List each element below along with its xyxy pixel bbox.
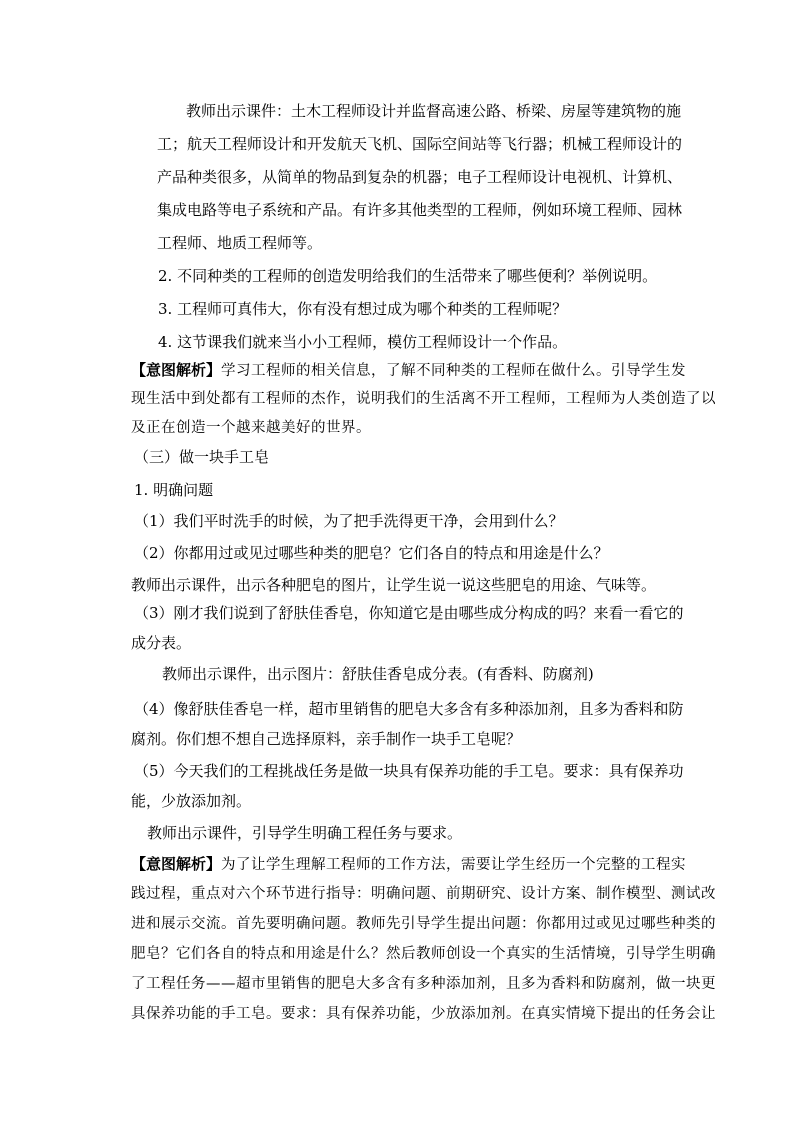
paragraph-line: （1）我们平时洗手的时候，为了把手洗得更干净，会用到什么？	[134, 512, 564, 530]
intent-line: 现生活中到处都有工程师的杰作，说明我们的生活离不开工程师，工程师为人类创造了以	[131, 391, 716, 407]
question-3: 3. 工程师可真伟大，你有没有想过成为哪个种类的工程师呢？	[158, 300, 568, 318]
paragraph-line: 工程师、地质工程师等。	[157, 234, 323, 252]
question-2: 2. 不同种类的工程师的创造发明给我们的生活带来了哪些便利？举例说明。	[158, 267, 658, 285]
paragraph-line: 工；航天工程师设计和开发航天飞机、国际空间站等飞行器；机械工程师设计的	[157, 135, 683, 153]
paragraph-line: （5）今天我们的工程挑战任务是做一块具有保养功能的手工皂。要求：具有保养功	[134, 762, 684, 780]
paragraph-line: 教师出示课件，出示各种肥皂的图片，让学生说一说这些肥皂的用途、气味等。	[131, 576, 657, 594]
question-4: 4. 这节课我们就来当小小工程师，模仿工程师设计一个作品。	[158, 333, 568, 351]
intent-label: 【意图解析】	[131, 361, 222, 379]
paragraph-line: 集成电路等电子系统和产品。有许多其他类型的工程师，例如环境工程师、园林	[157, 201, 683, 219]
paragraph-line: 能，少放添加剂。	[131, 792, 252, 810]
intent-line: 进和展示交流。首先要明确问题。教师先引导学生提出问题：你都用过或见过哪些种类的	[131, 916, 716, 932]
intent-block-2	[131, 853, 686, 876]
section-heading: （三）做一块手工皂	[134, 448, 270, 466]
intent-line: 了工程任务——超市里销售的肥皂大多含有多种添加剂，且多为香料和防腐剂，做一块更	[131, 976, 716, 992]
paragraph-line: 产品种类很多，从简单的物品到复杂的机器；电子工程师设计电视机、计算机、	[157, 168, 683, 186]
intent-text: 为了让学生理解工程师的工作方法，需要让学生经历一个完整的工程实	[221, 857, 687, 873]
paragraph-line: 教师出示课件，出示图片：舒肤佳香皂成分表。(有香料、防腐剂)	[162, 665, 594, 683]
paragraph-line: 教师出示课件：土木工程师设计并监督高速公路、桥梁、房屋等建筑物的施	[186, 102, 682, 120]
intent-block-1	[131, 359, 686, 382]
paragraph-line: 腐剂。你们想不想自己选择原料，亲手制作一块手工皂呢？	[131, 730, 522, 748]
intent-line: 及正在创造一个越来越美好的世界。	[131, 420, 371, 436]
intent-line: 践过程，重点对六个环节进行指导：明确问题、前期研究、设计方案、制作模型、测试改	[131, 886, 716, 902]
intent-label: 【意图解析】	[131, 855, 222, 873]
intent-text: 学习工程师的相关信息，了解不同种类的工程师在做什么。引导学生发	[221, 363, 687, 379]
intent-line: 肥皂？它们各自的特点和用途是什么？然后教师创设一个真实的生活情境，引导学生明确	[131, 946, 716, 962]
paragraph-line: 成分表。	[131, 634, 192, 652]
sub-heading: 1. 明确问题	[134, 481, 214, 499]
paragraph-line: （4）像舒肤佳香皂一样，超市里销售的肥皂大多含有多种添加剂，且多为香料和防	[134, 700, 684, 718]
paragraph-line: 教师出示课件，引导学生明确工程任务与要求。	[147, 824, 463, 842]
intent-line: 具保养功能的手工皂。要求：具有保养功能，少放添加剂。在真实情境下提出的任务会让	[131, 1006, 716, 1022]
paragraph-line: （2）你都用过或见过哪些种类的肥皂？它们各自的特点和用途是什么？	[134, 544, 609, 562]
paragraph-line: （3）刚才我们说到了舒肤佳香皂，你知道它是由哪些成分构成的吗？来看一看它的	[134, 604, 684, 622]
